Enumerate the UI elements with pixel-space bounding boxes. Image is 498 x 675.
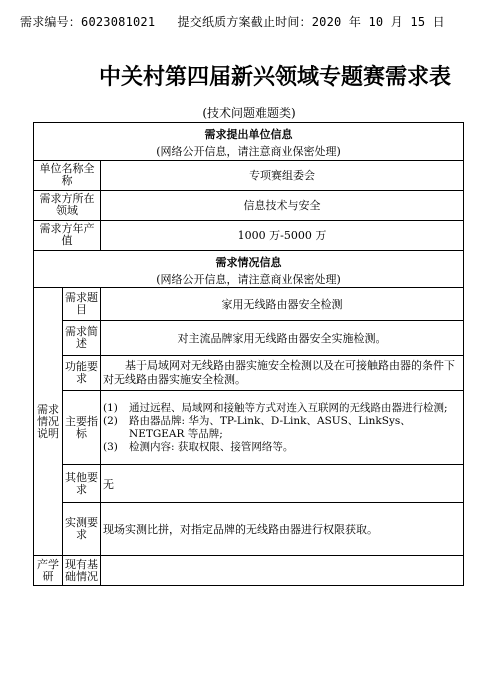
list-item [103,415,461,441]
metric-text: 通过远程、局域网和接触等方式对连入互联网的无线路由器进行检测; [129,401,448,414]
metrics-value [101,391,464,465]
section2-note: (网络公开信息，请注意商业保密处理) [34,273,464,288]
demand-table [33,122,464,586]
other-value: 无 [101,465,464,503]
output-value: 1000 万-5000 万 [101,220,464,250]
research-group-label: 产学研 [34,556,63,586]
metrics-label: 主要指标 [63,391,101,465]
metric-text: 检测内容: 获取权限、接管网络等。 [129,440,294,453]
deadline: 2020 年 10 月 15 日 [311,15,445,29]
test-value: 现场实测比拼，对指定品牌的无线路由器进行权限获取。 [101,503,464,556]
summary-label: 需求简述 [63,321,101,356]
other-label: 其他要求 [63,465,101,503]
demand-no-label: 需求编号： [20,15,82,29]
deadline-label: 提交纸质方案截止时间： [177,15,312,29]
foundation-value [101,556,464,586]
header-line [20,13,445,30]
list-item [103,402,461,415]
domain-value: 信息技术与安全 [101,190,464,220]
topic-label: 需求题目 [63,288,101,321]
foundation-label: 现有基础情况 [63,556,101,586]
metric-num: (2) [103,414,118,427]
section1-note: (网络公开信息，请注意商业保密处理) [34,145,464,160]
topic-value: 家用无线路由器安全检测 [101,288,464,321]
metrics-list [103,402,461,454]
unit-name-value: 专项赛组委会 [101,160,464,190]
function-label: 功能要求 [63,356,101,391]
metric-num: (3) [103,440,118,453]
function-value: 基于局域网对无线路由器实施安全检测以及在可接触路由器的条件下对无线路由器实施安全检测。 [101,356,464,391]
page-title: 中关村第四届新兴领域专题赛需求表 [98,65,451,90]
page-subtitle: (技术问题难题类) [202,106,296,120]
demand-group-label: 需求情况说明 [34,288,63,556]
unit-name-label: 单位名称全称 [34,160,101,190]
demand-no: 6023081021 [81,15,156,29]
summary-value: 对主流品牌家用无线路由器安全实施检测。 [101,321,464,356]
section1-heading: 需求提出单位信息 [34,123,464,146]
metric-text: 路由器品牌: 华为、TP-Link、D-Link、ASUS、LinkSys、NETGEAR 等品牌; [129,414,411,440]
test-label: 实测要求 [63,503,101,556]
domain-label: 需求方所在领域 [34,190,101,220]
section2-heading: 需求情况信息 [34,250,464,273]
output-label: 需求方年产值 [34,220,101,250]
list-item [103,441,461,454]
metric-num: (1) [103,401,118,414]
